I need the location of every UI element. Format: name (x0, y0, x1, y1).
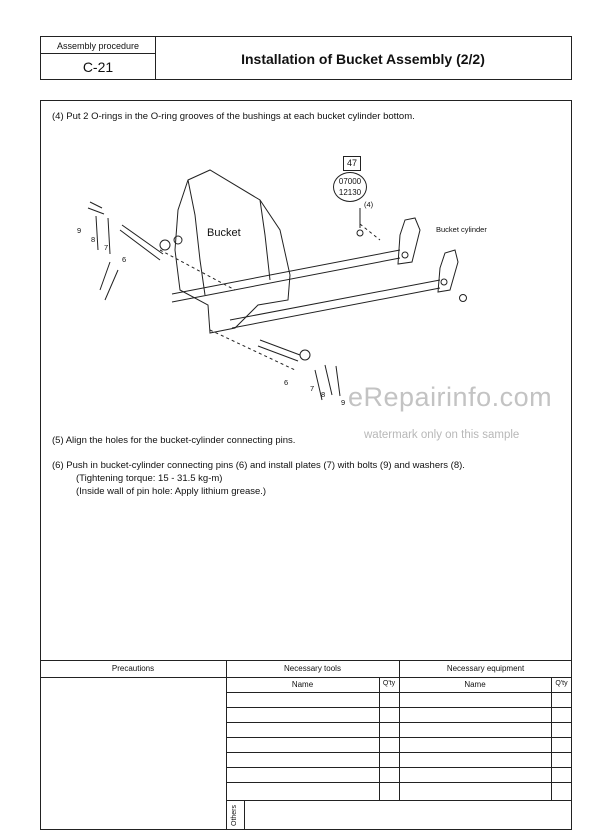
bucket-cylinder-label: Bucket cylinder (436, 225, 487, 234)
equipment-qty-header: Q'ty (555, 680, 568, 687)
necessary-tools-header: Necessary tools (284, 664, 341, 673)
step-5-text: (5) Align the holes for the bucket-cylinder connecting pins. (52, 435, 296, 446)
step-6-line-2: (Tightening torque: 15 - 31.5 kg-m) (76, 473, 223, 484)
necessary-equipment-header: Necessary equipment (446, 664, 525, 673)
part-7-bottom: 7 (310, 384, 315, 393)
part-9-bottom: 9 (341, 398, 346, 407)
bucket-label: Bucket (207, 227, 241, 239)
tool-code-bottom: 12130 (338, 188, 362, 197)
requirements-table (40, 660, 572, 830)
equipment-name-header: Name (464, 680, 486, 689)
part-6-bottom: 6 (284, 378, 289, 387)
tool-code-circle (333, 172, 367, 202)
page-title: Installation of Bucket Assembly (2/2) (241, 51, 485, 67)
procedure-id-block (41, 37, 156, 79)
step-6-line-3: (Inside wall of pin hole: Apply lithium grease.) (76, 486, 267, 497)
tool-number-box: 47 (343, 156, 361, 171)
part-7-top: 7 (104, 243, 109, 252)
others-label: Others (231, 804, 238, 826)
procedure-code: C-21 (82, 59, 114, 75)
header-box (40, 36, 572, 80)
watermark-main: eRepairinfo.com (348, 382, 553, 412)
precautions-header: Precautions (111, 664, 155, 673)
watermark-sub: watermark only on this sample (364, 429, 520, 441)
step-4-text: (4) Put 2 O-rings in the O-ring grooves of the bushings at each bucket cylinder bottom. (52, 111, 415, 122)
tools-name-header: Name (291, 680, 314, 689)
part-8-bottom: 8 (321, 390, 326, 399)
step-6-line-1: (6) Push in bucket-cylinder connecting pins (6) and install plates (7) with bolts (9) and washers (8). (52, 460, 465, 471)
assembly-procedure-label: Assembly procedure (41, 39, 155, 54)
part-8-top: 8 (91, 235, 96, 244)
tools-qty-header: Q'ty (382, 680, 396, 687)
part-9-top: 9 (77, 226, 82, 235)
tool-code-top: 07000 (338, 177, 362, 186)
tool-ref: (4) (364, 200, 374, 209)
part-6-top: 6 (122, 255, 127, 264)
